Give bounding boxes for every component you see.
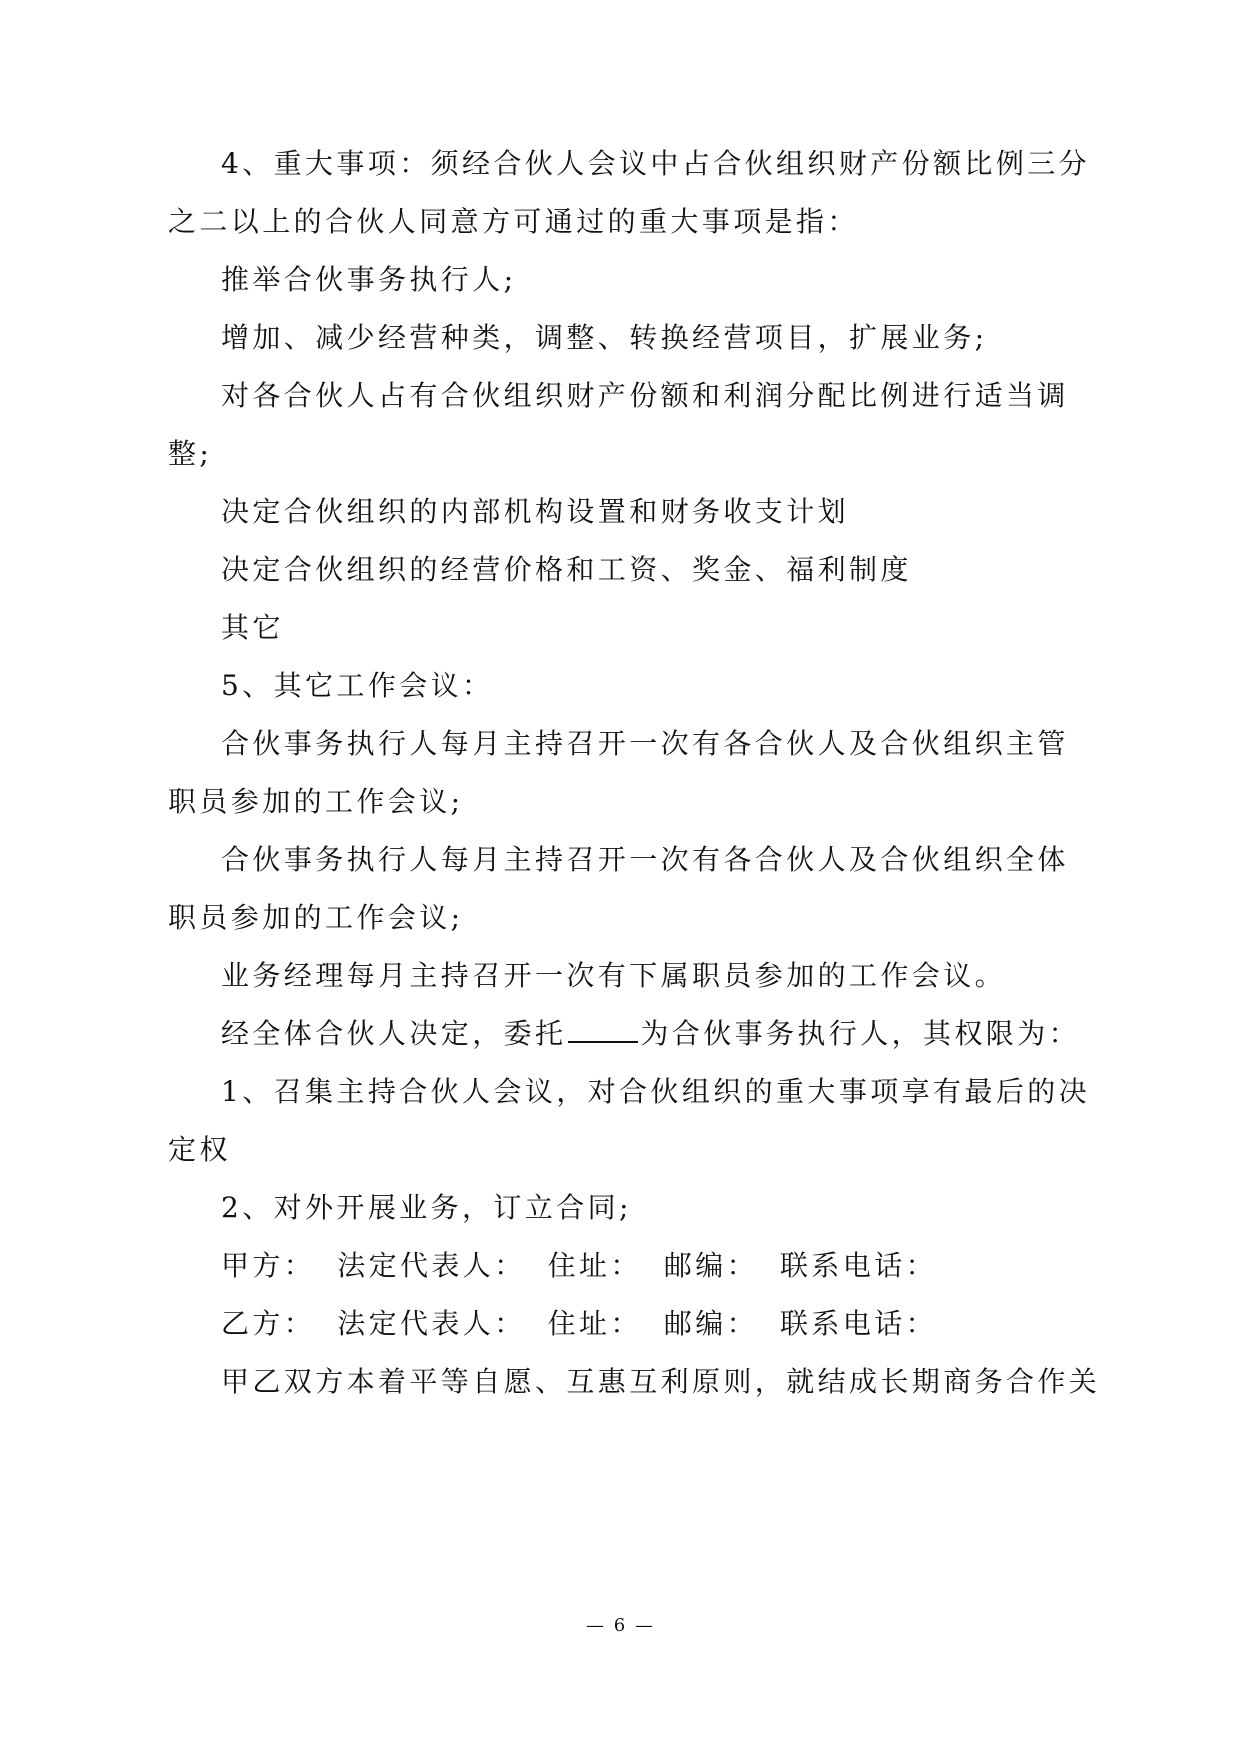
page-number: — 6 — xyxy=(586,1615,655,1636)
text-line: 整; xyxy=(168,437,213,470)
party-b-rep-label: 法定代表人： xyxy=(337,1307,526,1340)
text-line: 对各合伙人占有合伙组织财产份额和利润分配比例进行适当调 xyxy=(221,379,1069,412)
text-line: 增加、减少经营种类，调整、转换经营项目，扩展业务; xyxy=(221,321,988,354)
fill-in-blank[interactable] xyxy=(568,1015,638,1043)
party-a-postcode-label: 邮编： xyxy=(663,1249,759,1282)
party-a-rep-label: 法定代表人： xyxy=(337,1249,526,1282)
party-b-phone-label: 联系电话： xyxy=(780,1307,938,1340)
text-line: 决定合伙组织的内部机构设置和财务收支计划 xyxy=(221,495,850,528)
text-line: 之二以上的合伙人同意方可通过的重大事项是指： xyxy=(168,205,859,238)
text-line: 合伙事务执行人每月主持召开一次有各合伙人及合伙组织全体 xyxy=(221,843,1069,876)
text-line: 职员参加的工作会议; xyxy=(168,901,464,934)
text-line: 其它 xyxy=(221,611,284,644)
text-line: 甲乙双方本着平等自愿、互惠互利原则，就结成长期商务合作关 xyxy=(221,1365,1101,1398)
text-line: 定权 xyxy=(168,1133,231,1166)
text-line: 合伙事务执行人每月主持召开一次有各合伙人及合伙组织主管 xyxy=(221,727,1069,760)
text-line: 5、其它工作会议： xyxy=(221,669,494,702)
party-a-line xyxy=(221,1246,937,1286)
text-line: 职员参加的工作会议; xyxy=(168,785,464,818)
text-line: 2、对外开展业务，订立合同; xyxy=(221,1191,632,1224)
text-line: 1、召集主持合伙人会议，对合伙组织的重大事项享有最后的决 xyxy=(221,1075,1091,1108)
delegation-text-after: 为合伙事务执行人，其权限为： xyxy=(640,1017,1081,1050)
party-b-line xyxy=(221,1304,937,1344)
party-b-label: 乙方： xyxy=(221,1307,316,1340)
text-line: 决定合伙组织的经营价格和工资、奖金、福利制度 xyxy=(221,553,912,586)
text-line: 推举合伙事务执行人; xyxy=(221,263,517,296)
party-a-phone-label: 联系电话： xyxy=(780,1249,938,1282)
text-line: 4、重大事项：须经合伙人会议中占合伙组织财产份额比例三分 xyxy=(221,147,1091,180)
party-a-label: 甲方： xyxy=(221,1249,316,1282)
delegation-text-before: 经全体合伙人决定，委托 xyxy=(221,1017,567,1050)
party-a-address-label: 住址： xyxy=(547,1249,642,1282)
delegation-line xyxy=(221,1014,1080,1054)
text-line: 业务经理每月主持召开一次有下属职员参加的工作会议。 xyxy=(221,959,1007,992)
party-b-address-label: 住址： xyxy=(547,1307,642,1340)
party-b-postcode-label: 邮编： xyxy=(663,1307,759,1340)
